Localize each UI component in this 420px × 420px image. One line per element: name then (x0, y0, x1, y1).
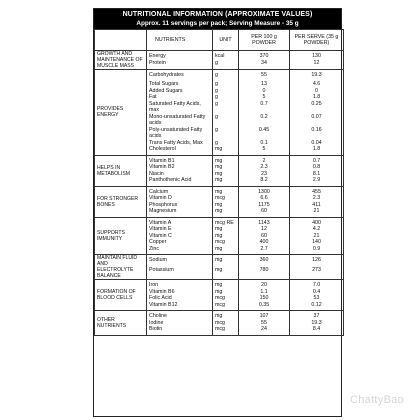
value-per-serve: 2.9 (290, 177, 344, 186)
nutrient-name: Panthothenic Acid (147, 177, 213, 186)
value-per-serve: 0.16 (290, 127, 344, 140)
group-label: FOR STRONGER BONES (95, 186, 147, 217)
value-per-100g: 8.2 (239, 177, 290, 186)
nutrient-unit: mg (213, 202, 239, 209)
nutrient-unit: mcg (213, 195, 239, 202)
nutrition-table (94, 29, 344, 336)
table-row (95, 51, 344, 61)
value-per-serve: 1.8 (290, 94, 344, 101)
value-per-serve: 19.3 (290, 70, 344, 79)
nutrient-name: Biotin (147, 326, 213, 335)
value-per-serve: 455 (290, 186, 344, 195)
nutrient-name: Vitamin B6 (147, 289, 213, 296)
value-per-serve: 0.12 (290, 302, 344, 311)
value-per-serve: 126 (290, 255, 344, 268)
value-per-serve: 37 (290, 311, 344, 320)
nutrient-unit: mg (213, 280, 239, 289)
nutrient-unit: mg (213, 164, 239, 171)
table-row (95, 155, 344, 164)
value-per-100g: 1300 (239, 186, 290, 195)
nutrient-unit: g (213, 88, 239, 95)
value-per-100g: 24 (239, 326, 290, 335)
value-per-serve: 2.3 (290, 195, 344, 202)
value-per-serve: 0.8 (290, 164, 344, 171)
nutrient-name: Poly-unsaturated Fatty acids (147, 127, 213, 140)
nutrient-unit: mcg (213, 320, 239, 327)
nutrient-name: Vitamin B1 (147, 155, 213, 164)
nutrient-name: Vitamin B12 (147, 302, 213, 311)
value-per-100g: 34 (239, 60, 290, 70)
nutrient-unit: kcal (213, 51, 239, 61)
table-row (95, 255, 344, 268)
value-per-100g: 107 (239, 311, 290, 320)
group-label: MAINTAIN FLUID AND ELECTROLYTE BALANCE (95, 255, 147, 280)
nutrients-column-header: NUTRIENTS (147, 30, 213, 51)
value-per-100g: 1175 (239, 202, 290, 209)
value-per-100g: 5 (239, 94, 290, 101)
nutrient-unit: mcg (213, 295, 239, 302)
value-per-serve: 0.07 (290, 114, 344, 127)
nutrient-name: Folic Acid (147, 295, 213, 302)
nutrient-unit: mg (213, 255, 239, 268)
nutrient-unit: mg (213, 226, 239, 233)
nutrient-unit: g (213, 114, 239, 127)
per100-column-header: PER 100 g POWDER (239, 30, 290, 51)
nutrition-label (93, 8, 342, 417)
nutrient-name: Cholesterol (147, 146, 213, 155)
group-label: FORMATION OF BLOOD CELLS (95, 280, 147, 311)
nutrient-unit: g (213, 127, 239, 140)
value-per-serve: 273 (290, 267, 344, 280)
value-per-100g: 55 (239, 320, 290, 327)
value-per-100g: 0.2 (239, 114, 290, 127)
table-row (95, 186, 344, 195)
nutrient-unit: mcg (213, 239, 239, 246)
nutrient-name: Vitamin B2 (147, 164, 213, 171)
table-row (95, 217, 344, 226)
value-per-serve: 21 (290, 208, 344, 217)
value-per-serve: 1.8 (290, 146, 344, 155)
group-label: OTHER NUTRIENTS (95, 311, 147, 336)
nutrient-name: Iron (147, 280, 213, 289)
value-per-100g: 1143 (239, 217, 290, 226)
nutrient-unit: mcg RE (213, 217, 239, 226)
group-label: HELPS IN METABOLISM (95, 155, 147, 186)
nutrient-name: Saturated Fatty Acids, max (147, 101, 213, 114)
nutrient-name: Energy (147, 51, 213, 61)
nutrient-name: Mono-unsaturated Fatty acids (147, 114, 213, 127)
value-per-100g: 23 (239, 171, 290, 178)
value-per-serve: 0 (290, 88, 344, 95)
nutrient-name: Iodine (147, 320, 213, 327)
value-per-100g: 60 (239, 233, 290, 240)
group-label: SUPPORTS IMMUNITY (95, 217, 147, 255)
nutrient-name: Choline (147, 311, 213, 320)
value-per-serve: 53 (290, 295, 344, 302)
value-per-100g: 5 (239, 146, 290, 155)
nutrient-name: Calcium (147, 186, 213, 195)
nutrient-name: Zinc (147, 246, 213, 255)
nutrient-unit: g (213, 140, 239, 147)
unit-column-header: UNIT (213, 30, 239, 51)
nutrient-name: Carbohydrates (147, 70, 213, 79)
nutrient-name: Niacin (147, 171, 213, 178)
nutrient-unit: g (213, 79, 239, 88)
nutrient-name: Vitamin A (147, 217, 213, 226)
value-per-100g: 0.1 (239, 140, 290, 147)
value-per-serve: 4.6 (290, 79, 344, 88)
nutrient-name: Total Sugars (147, 79, 213, 88)
nutrient-unit: mg (213, 155, 239, 164)
nutrient-unit: mg (213, 289, 239, 296)
value-per-100g: 0 (239, 88, 290, 95)
table-header-row (95, 30, 344, 51)
label-subtitle: Approx. 11 servings per pack; Serving Measure - 35 g (136, 20, 299, 27)
nutrient-name: Potassium (147, 267, 213, 280)
group-label: GROWTH AND MAINTENANCE OF MUSCLE MASS (95, 51, 147, 70)
nutrient-name: Vitamin D (147, 195, 213, 202)
value-per-serve: 8.1 (290, 171, 344, 178)
value-per-serve: 0.4 (290, 289, 344, 296)
nutrient-name: Copper (147, 239, 213, 246)
nutrient-unit: g (213, 70, 239, 79)
value-per-serve: 19.3 (290, 320, 344, 327)
label-header (94, 9, 341, 29)
nutrient-unit: g (213, 94, 239, 101)
value-per-100g: 370 (239, 51, 290, 61)
value-per-serve: 400 (290, 217, 344, 226)
value-per-100g: 360 (239, 255, 290, 268)
value-per-serve: 4.2 (290, 226, 344, 233)
nutrient-unit: g (213, 60, 239, 70)
value-per-100g: 6.6 (239, 195, 290, 202)
nutrient-unit: mg (213, 311, 239, 320)
value-per-serve: 0.25 (290, 101, 344, 114)
value-per-serve: 7.0 (290, 280, 344, 289)
value-per-serve: 0.7 (290, 155, 344, 164)
value-per-serve: 12 (290, 60, 344, 70)
group-column-header (95, 30, 147, 51)
nutrient-unit: mg (213, 208, 239, 217)
value-per-100g: 780 (239, 267, 290, 280)
per-serve-column-header: PER SERVE (35 g POWDER) (290, 30, 344, 51)
nutrient-name: Vitamin E (147, 226, 213, 233)
value-per-100g: 2.7 (239, 246, 290, 255)
value-per-serve: 0.04 (290, 140, 344, 147)
value-per-100g: 2 (239, 155, 290, 164)
value-per-serve: 8.4 (290, 326, 344, 335)
nutrient-name: Trans Fatty Acids, Max (147, 140, 213, 147)
label-title: NUTRITIONAL INFORMATION (APPROXIMATE VALUES) (122, 11, 313, 18)
nutrition-table-body (95, 51, 344, 336)
nutrient-name: Sodium (147, 255, 213, 268)
value-per-100g: 150 (239, 295, 290, 302)
nutrient-name: Vitamin C (147, 233, 213, 240)
value-per-100g: 0.45 (239, 127, 290, 140)
value-per-serve: 140 (290, 239, 344, 246)
value-per-100g: 13 (239, 79, 290, 88)
nutrient-unit: mg (213, 146, 239, 155)
nutrient-unit: mg (213, 267, 239, 280)
value-per-serve: 0.9 (290, 246, 344, 255)
group-label: PROVIDES ENERGY (95, 70, 147, 156)
table-row (95, 70, 344, 79)
value-per-100g: 1.1 (239, 289, 290, 296)
nutrient-unit: mg (213, 246, 239, 255)
table-row (95, 311, 344, 320)
value-per-100g: 55 (239, 70, 290, 79)
nutrient-unit: mg (213, 171, 239, 178)
value-per-100g: 0.35 (239, 302, 290, 311)
value-per-100g: 20 (239, 280, 290, 289)
nutrient-name: Phosphorus (147, 202, 213, 209)
value-per-serve: 21 (290, 233, 344, 240)
nutrient-name: Protein (147, 60, 213, 70)
value-per-100g: 0.7 (239, 101, 290, 114)
nutrient-unit: mcg (213, 302, 239, 311)
table-row (95, 280, 344, 289)
value-per-100g: 12 (239, 226, 290, 233)
value-per-serve: 130 (290, 51, 344, 61)
nutrient-name: Fat (147, 94, 213, 101)
value-per-serve: 411 (290, 202, 344, 209)
nutrient-unit: mg (213, 186, 239, 195)
value-per-100g: 400 (239, 239, 290, 246)
nutrient-unit: mg (213, 177, 239, 186)
value-per-100g: 60 (239, 208, 290, 217)
nutrient-unit: g (213, 101, 239, 114)
nutrient-name: Magnesium (147, 208, 213, 217)
nutrient-name: Added Sugars (147, 88, 213, 95)
watermark: ChattyBao (350, 394, 405, 406)
nutrient-unit: mcg (213, 326, 239, 335)
value-per-100g: 2.3 (239, 164, 290, 171)
nutrient-unit: mg (213, 233, 239, 240)
